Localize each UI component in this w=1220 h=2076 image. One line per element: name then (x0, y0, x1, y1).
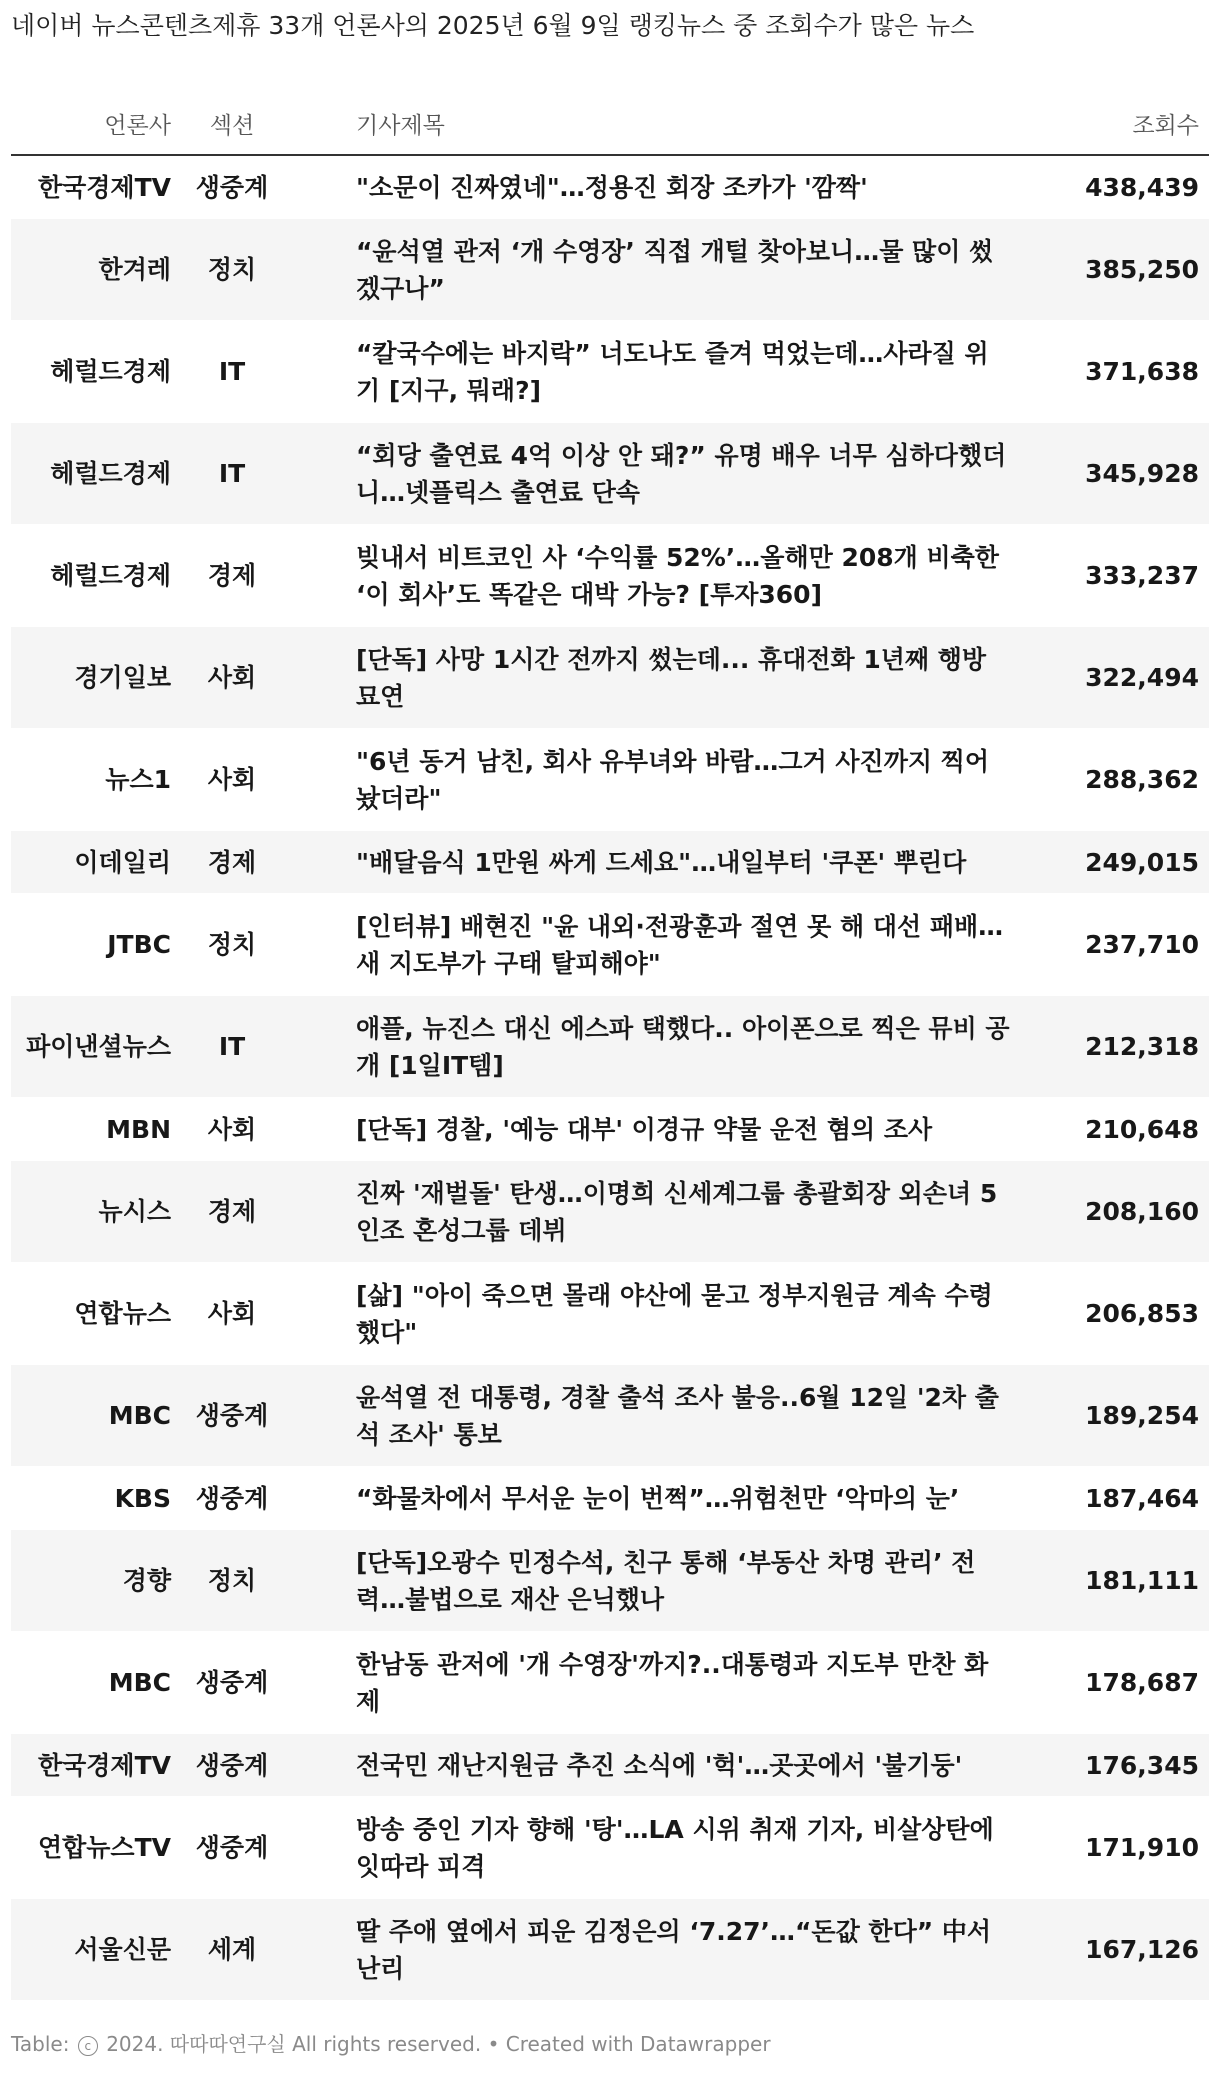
table-row (11, 627, 1209, 729)
table-row (11, 525, 1209, 627)
column-header-headline[interactable]: 기사제목 (356, 92, 1028, 155)
column-spacer (293, 92, 356, 155)
cell-publisher: 경향 (11, 1530, 171, 1632)
headline-text[interactable]: 빚내서 비트코인 사 ‘수익률 52%’…올해만 208개 비축한 ‘이 회사’도 똑같은 대박 가능? [투자360] (356, 542, 999, 609)
cell-spacer (293, 1797, 356, 1899)
cell-spacer (293, 1098, 356, 1161)
cell-views: 178,687 (1028, 1632, 1209, 1734)
cell-publisher: 헤럴드경제 (11, 321, 171, 423)
cell-views: 206,853 (1028, 1263, 1209, 1365)
cell-section: 생중계 (171, 1734, 293, 1797)
cell-publisher: 헤럴드경제 (11, 525, 171, 627)
headline-text[interactable]: "소문이 진짜였네"…정용진 회장 조카가 '깜짝' (356, 172, 868, 202)
cell-section: 경제 (171, 1161, 293, 1263)
cell-publisher: 연합뉴스TV (11, 1797, 171, 1899)
cell-headline (356, 1530, 1028, 1632)
table-row (11, 321, 1209, 423)
column-header-views[interactable]: 조회수 (1028, 92, 1209, 155)
cell-views: 333,237 (1028, 525, 1209, 627)
cell-spacer (293, 1530, 356, 1632)
cell-publisher: MBN (11, 1098, 171, 1161)
cell-publisher: 한겨레 (11, 219, 171, 321)
headline-text[interactable]: 한남동 관저에 '개 수영장'까지?..대통령과 지도부 만찬 화제 (356, 1649, 989, 1716)
cell-views: 187,464 (1028, 1467, 1209, 1530)
cell-headline (356, 321, 1028, 423)
cell-views: 212,318 (1028, 996, 1209, 1098)
cell-headline (356, 1161, 1028, 1263)
cell-views: 189,254 (1028, 1365, 1209, 1467)
cell-headline (356, 996, 1028, 1098)
cell-views: 385,250 (1028, 219, 1209, 321)
headline-text[interactable]: “윤석열 관저 ‘개 수영장’ 직접 개털 찾아보니…물 많이 썼겠구나” (356, 236, 994, 303)
headline-text[interactable]: “회당 출연료 4억 이상 안 돼?” 유명 배우 너무 심하다했더니…넷플릭스 출연료 단속 (356, 440, 1007, 507)
cell-spacer (293, 729, 356, 831)
cell-spacer (293, 155, 356, 219)
cell-headline (356, 1899, 1028, 2001)
headline-text[interactable]: “칼국수에는 바지락” 너도나도 즐겨 먹었는데…사라질 위기 [지구, 뭐래?] (356, 338, 989, 405)
cell-spacer (293, 1632, 356, 1734)
table-row (11, 831, 1209, 894)
cell-headline (356, 423, 1028, 525)
table-title: 네이버 뉴스콘텐츠제휴 33개 언론사의 2025년 6월 9일 랭킹뉴스 중 조회수가 많은 뉴스 (11, 11, 975, 40)
headline-text[interactable]: 애플, 뉴진스 대신 에스파 택했다.. 아이폰으로 찍은 뮤비 공개 [1일IT템] (356, 1013, 1010, 1080)
table-row (11, 1365, 1209, 1467)
cell-section: IT (171, 321, 293, 423)
table-row (11, 1098, 1209, 1161)
cell-publisher: 파이낸셜뉴스 (11, 996, 171, 1098)
table-row (11, 1632, 1209, 1734)
cell-headline (356, 1467, 1028, 1530)
cell-spacer (293, 894, 356, 996)
cell-spacer (293, 321, 356, 423)
cell-publisher: 헤럴드경제 (11, 423, 171, 525)
cell-section: 경제 (171, 525, 293, 627)
headline-text[interactable]: [인터뷰] 배현진 "윤 내외·전광훈과 절연 못 해 대선 패배…새 지도부가 구태 탈피해야" (356, 911, 1004, 978)
cell-section: 정치 (171, 219, 293, 321)
headline-text[interactable]: [단독] 경찰, '예능 대부' 이경규 약물 운전 혐의 조사 (356, 1114, 933, 1144)
table-row (11, 1263, 1209, 1365)
cell-spacer (293, 1899, 356, 2001)
cell-views: 208,160 (1028, 1161, 1209, 1263)
cell-section: IT (171, 996, 293, 1098)
headline-text[interactable]: 윤석열 전 대통령, 경찰 출석 조사 불응..6월 12일 '2차 출석 조사' 통보 (356, 1382, 999, 1449)
cell-publisher: JTBC (11, 894, 171, 996)
cell-section: 사회 (171, 1263, 293, 1365)
cell-spacer (293, 525, 356, 627)
table-row (11, 1899, 1209, 2001)
table-row (11, 894, 1209, 996)
table-row (11, 1734, 1209, 1797)
cell-headline (356, 525, 1028, 627)
headline-text[interactable]: [삶] "아이 죽으면 몰래 야산에 묻고 정부지원금 계속 수령했다" (356, 1280, 993, 1347)
cell-publisher: MBC (11, 1365, 171, 1467)
cell-headline (356, 831, 1028, 894)
cell-headline (356, 219, 1028, 321)
headline-text[interactable]: [단독]오광수 민정수석, 친구 통해 ‘부동산 차명 관리’ 전력…불법으로 재산 은닉했나 (356, 1547, 976, 1614)
cell-publisher: 서울신문 (11, 1899, 171, 2001)
cell-publisher: KBS (11, 1467, 171, 1530)
cell-publisher: 뉴시스 (11, 1161, 171, 1263)
cell-views: 176,345 (1028, 1734, 1209, 1797)
cell-headline (356, 1098, 1028, 1161)
cell-views: 288,362 (1028, 729, 1209, 831)
table-row (11, 729, 1209, 831)
cell-publisher: 연합뉴스 (11, 1263, 171, 1365)
headline-text[interactable]: "6년 동거 남친, 회사 유부녀와 바람…그거 사진까지 찍어놨더라" (356, 746, 989, 813)
table-row (11, 1530, 1209, 1632)
cell-publisher: 이데일리 (11, 831, 171, 894)
cell-views: 438,439 (1028, 155, 1209, 219)
footer-credit (11, 2028, 771, 2057)
cell-spacer (293, 831, 356, 894)
cell-section: 사회 (171, 729, 293, 831)
cell-publisher: 한국경제TV (11, 155, 171, 219)
cell-headline (356, 1797, 1028, 1899)
cell-section: 생중계 (171, 155, 293, 219)
table-row (11, 1161, 1209, 1263)
cell-publisher: 한국경제TV (11, 1734, 171, 1797)
cell-section: 생중계 (171, 1632, 293, 1734)
footer-prefix: Table: (11, 2032, 70, 2056)
cell-views: 167,126 (1028, 1899, 1209, 2001)
cell-views: 181,111 (1028, 1530, 1209, 1632)
headline-text[interactable]: 진짜 '재벌돌' 탄생…이명희 신세계그룹 총괄회장 외손녀 5인조 혼성그룹 데뷔 (356, 1178, 998, 1245)
cell-views: 249,015 (1028, 831, 1209, 894)
table-body (11, 155, 1209, 2001)
cell-section: 사회 (171, 627, 293, 729)
cell-spacer (293, 627, 356, 729)
cell-headline (356, 155, 1028, 219)
cell-spacer (293, 423, 356, 525)
table-row (11, 155, 1209, 219)
cell-headline (356, 1734, 1028, 1797)
column-header-section[interactable]: 섹션 (171, 92, 293, 155)
cell-spacer (293, 1365, 356, 1467)
column-header-publisher[interactable]: 언론사 (11, 92, 171, 155)
news-ranking-table (11, 92, 1209, 2001)
cell-spacer (293, 1734, 356, 1797)
cell-section: 생중계 (171, 1467, 293, 1530)
headline-text[interactable]: 전국민 재난지원금 추진 소식에 '헉'…곳곳에서 '불기둥' (356, 1750, 963, 1780)
cell-views: 345,928 (1028, 423, 1209, 525)
cell-headline (356, 729, 1028, 831)
cell-spacer (293, 996, 356, 1098)
table-header-row (11, 92, 1209, 155)
table-row (11, 219, 1209, 321)
headline-text[interactable]: “화물차에서 무서운 눈이 번쩍”…위험천만 ‘악마의 눈’ (356, 1483, 960, 1513)
cell-headline (356, 1365, 1028, 1467)
cell-headline (356, 627, 1028, 729)
cell-views: 237,710 (1028, 894, 1209, 996)
table-row (11, 1467, 1209, 1530)
cell-views: 371,638 (1028, 321, 1209, 423)
copyright-icon: c (78, 2036, 98, 2056)
cell-headline (356, 1632, 1028, 1734)
cell-section: 생중계 (171, 1365, 293, 1467)
footer-notice: 2024. 따따따연구실 All rights reserved. • Created with Datawrapper (106, 2032, 771, 2056)
cell-spacer (293, 1161, 356, 1263)
cell-section: IT (171, 423, 293, 525)
cell-section: 경제 (171, 831, 293, 894)
cell-views: 171,910 (1028, 1797, 1209, 1899)
cell-views: 322,494 (1028, 627, 1209, 729)
cell-spacer (293, 219, 356, 321)
table-row (11, 996, 1209, 1098)
cell-spacer (293, 1263, 356, 1365)
cell-section: 생중계 (171, 1797, 293, 1899)
headline-text[interactable]: "배달음식 1만원 싸게 드세요"…내일부터 '쿠폰' 뿌린다 (356, 847, 967, 877)
cell-headline (356, 1263, 1028, 1365)
cell-section: 정치 (171, 894, 293, 996)
headline-text[interactable]: [단독] 사망 1시간 전까지 썼는데... 휴대전화 1년째 행방묘연 (356, 644, 987, 711)
cell-publisher: MBC (11, 1632, 171, 1734)
cell-section: 사회 (171, 1098, 293, 1161)
cell-section: 세계 (171, 1899, 293, 2001)
table-row (11, 423, 1209, 525)
headline-text[interactable]: 딸 주애 옆에서 피운 김정은의 ‘7.27’…“돈값 한다” 中서 난리 (356, 1916, 992, 1983)
headline-text[interactable]: 방송 중인 기자 향해 '탕'…LA 시위 취재 기자, 비살상탄에 잇따라 피격 (356, 1814, 994, 1881)
cell-views: 210,648 (1028, 1098, 1209, 1161)
cell-spacer (293, 1467, 356, 1530)
cell-section: 정치 (171, 1530, 293, 1632)
cell-headline (356, 894, 1028, 996)
cell-publisher: 뉴스1 (11, 729, 171, 831)
cell-publisher: 경기일보 (11, 627, 171, 729)
table-row (11, 1797, 1209, 1899)
